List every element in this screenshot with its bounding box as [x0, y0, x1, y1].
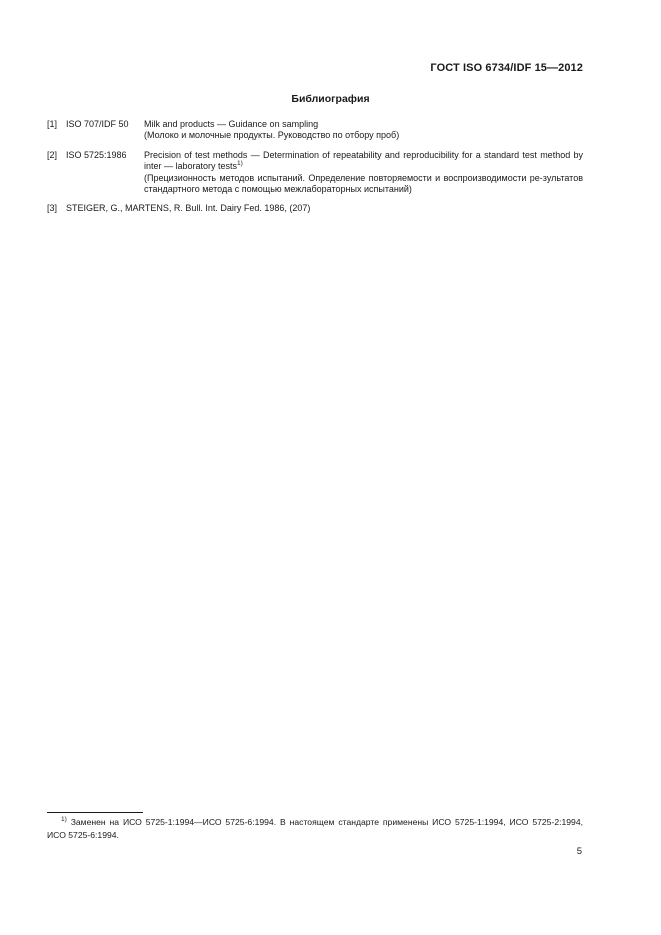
page-number: 5	[576, 846, 582, 857]
entry-description	[144, 150, 583, 195]
footnote-reference-mark: 1)	[237, 160, 243, 168]
entry-number: [1]	[47, 119, 58, 129]
footnote-mark: 1)	[61, 816, 67, 823]
bibliography-title: Библиография	[291, 93, 370, 105]
entry-title-ru: (Прецизионность методов испытаний. Определение повторяемости и воспроизводимости ре-зультатов стандартного метода с помощью межлабораторных испытаний)	[144, 172, 583, 194]
entry-reference: ISO 5725:1986	[66, 150, 127, 160]
entry-description	[144, 119, 583, 142]
footnote-divider	[47, 812, 143, 813]
document-code: ГОСТ ISO 6734/IDF 15—2012	[430, 62, 583, 74]
entry-reference: STEIGER, G., MARTENS, R. Bull. Int. Dairy Fed. 1986, (207)	[66, 203, 311, 213]
footnote	[47, 816, 583, 841]
footnote-text: Заменен на ИСО 5725-1:1994—ИСО 5725-6:1994. В настоящем стандарте применены ИСО 5725-1:1994, ИСО 5725-2:1994, ИСО 5725-6:1994.	[47, 817, 583, 840]
entry-number: [3]	[47, 203, 58, 213]
entry-title-en	[144, 150, 583, 173]
entry-title-en-text: Precision of test methods — Determination of repeatability and reproducibility for a standard test method by inter — laboratory tests	[144, 150, 583, 172]
entry-reference: ISO 707/IDF 50	[66, 119, 129, 129]
entry-number: [2]	[47, 150, 58, 160]
entry-title-ru: (Молоко и молочные продукты. Руководство по отбору проб)	[144, 130, 400, 141]
entry-title-en: Milk and products — Guidance on sampling	[144, 119, 319, 129]
